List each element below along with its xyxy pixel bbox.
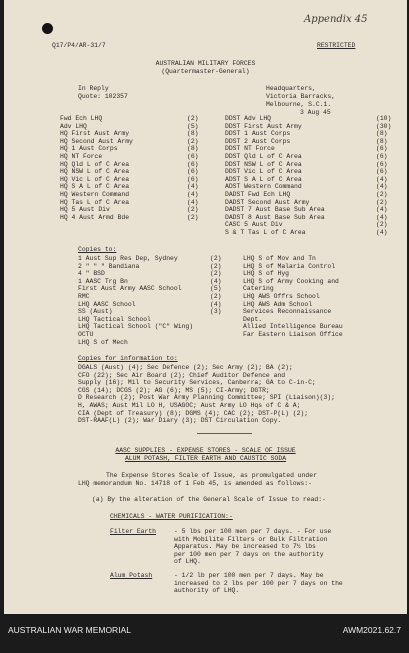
copies-info-line: H, AWAS; Aust Mil LO H, USAGOC; Aust Army LO Hqs of C & A; [78, 402, 301, 409]
distribution-addressee: S & T Tas L of C Area [225, 229, 306, 236]
copies-to-count: (3) [210, 308, 222, 316]
copies-to-recipient: LHQ S of Mech [78, 338, 128, 346]
copies-info-line: DST-RAAF(L) (2); War Diary (3); DST Circulation Copy. [78, 417, 282, 425]
document-page [4, 0, 407, 614]
distribution-copy-count: (2) [376, 198, 388, 206]
org-title: AUSTRALIAN MILITARY FORCES [155, 60, 256, 67]
distribution-addressee: Adv LHQ [60, 122, 87, 130]
copies-to-recipient: Far Eastern Liaison Office [243, 331, 343, 338]
distribution-copy-count: (4) [376, 175, 388, 183]
footer-institution: AUSTRALIAN WAR MEMORIAL [8, 625, 131, 635]
distribution-addressee: DDST 1 Aust Corps [225, 130, 291, 138]
address-line: Victoria Barracks, [266, 93, 336, 100]
distribution-addressee: HQ Second Aust Army [60, 137, 133, 145]
distribution-copy-count: (6) [187, 160, 199, 168]
distribution-addressee: DDST NSW L of C Area [225, 160, 302, 168]
chemicals-heading: CHEMICALS - WATER PURIFICATION:- [110, 513, 233, 520]
copies-to-count: (2) [210, 270, 222, 278]
distribution-copy-count: (4) [187, 191, 199, 198]
distribution-addressee: HQ 4 Aust Armd Bde [60, 213, 130, 221]
distribution-addressee: HQ S A L of C Area [60, 183, 130, 191]
copies-to-recipient: 1 Aust Sup Res Dep, Sydney [78, 255, 178, 262]
copies-to-recipient: Dept. [243, 315, 263, 323]
copies-to-recipient: LHQ S of Malaria Control [243, 262, 336, 270]
copies-to-count: (4) [210, 300, 222, 308]
copies-to-recipient: First Aust Army AASC School [78, 285, 182, 293]
copies-to-recipient: LHQ S of Mov and Tn [243, 255, 316, 262]
paragraph-a: (a) By the alteration of the General Scale of Issue to read:- [92, 496, 326, 503]
reply-label: In Reply [78, 85, 109, 92]
distribution-copy-count: (2) [187, 137, 199, 145]
distribution-copy-count: (8) [187, 130, 199, 138]
org-subtitle: (Quartermaster-General) [161, 68, 250, 75]
distribution-copy-count: (2) [376, 221, 388, 229]
distribution-copy-count: (4) [376, 229, 388, 236]
item-name: Filter Earth [110, 528, 157, 535]
distribution-addressee: DDST 2 Aust Corps [225, 137, 291, 145]
distribution-copy-count: (6) [376, 153, 388, 160]
copies-to-recipient: LHQ S of Hyg [243, 270, 290, 278]
copies-to-recipient: 4 " BSD [78, 270, 105, 278]
copies-info-line: Supply (16); Mil to Security Services, Canberra; GA to C-in-C; [78, 379, 316, 387]
file-reference: Q17/P4/AR-31/7 [52, 42, 106, 49]
distribution-addressee: DADST Fwd Ech LHQ [225, 191, 291, 198]
red-underline-mark [197, 433, 252, 434]
distribution-copy-count: (4) [187, 198, 199, 206]
copies-to-count: (2) [210, 293, 222, 300]
distribution-copy-count: (4) [187, 183, 199, 191]
distribution-addressee: DDST First Aust Army [225, 122, 302, 130]
subject-line-2: ALUM POTASH, FILTER EARTH AND CAUSTIC SODA [124, 455, 287, 462]
body-line: LHQ memorandum No. 14718 of 1 Feb 45, is amended as follows:- [78, 480, 312, 487]
item-description-line: - 1/2 lb per 100 men per 7 days. May be [174, 572, 324, 579]
distribution-addressee: DADST Second Aust Army [225, 198, 310, 206]
copies-to-recipient: 1 AASC Trg Bn [78, 277, 128, 285]
distribution-copy-count: (8) [376, 137, 388, 145]
distribution-addressee: Fwd Ech LHQ [60, 115, 103, 122]
distribution-copy-count: (2) [376, 191, 388, 198]
copies-to-count: (2) [210, 255, 222, 262]
copies-to-recipient: LHQ AWS Adm School [243, 300, 313, 308]
distribution-copy-count: (6) [376, 168, 388, 176]
classification-label: RESTRICTED [317, 42, 356, 49]
copies-info-line: CIA (Dept of Treasury) (8); DGMS (4); CAC (2); DST-P(L) (2); [78, 409, 309, 417]
distribution-copy-count: (8) [376, 130, 388, 138]
copies-to-recipient: Allied Intelligence Bureau [243, 323, 343, 331]
distribution-addressee: ADST Western Command [225, 183, 302, 191]
item-description-line: of LHQ. [174, 558, 201, 566]
copies-info-heading: Copies for information to: [78, 355, 178, 362]
copies-info-line: D Research (2); Post War Army Planning Committee; SPI (Liaison)(3); [78, 394, 335, 402]
distribution-addressee: DADST 8 Aust Base Sub Area [225, 213, 325, 221]
copies-to-recipient: SS (Aust) [78, 308, 113, 316]
copies-to-count: (2) [210, 262, 222, 270]
item-description-line: - 5 lbs per 100 men per 7 days. - For use [174, 528, 332, 535]
address-line: Headquarters, [266, 85, 316, 92]
item-description-line: with Mobilite Filters or Bulk Filtration [174, 535, 328, 543]
copies-to-recipient: RMC [78, 293, 90, 300]
punch-hole [42, 23, 53, 34]
distribution-addressee: HQ Qld L of C Area [60, 160, 130, 168]
copies-to-count: (5) [210, 285, 222, 293]
distribution-addressee: HQ Tas L of C Area [60, 198, 130, 206]
distribution-copy-count: (30) [376, 122, 392, 130]
distribution-addressee: HQ NT Force [60, 153, 103, 160]
distribution-copy-count: (8) [187, 145, 199, 153]
distribution-addressee: DDST NT Force [225, 145, 275, 153]
distribution-addressee: HQ Vic L of C Area [60, 175, 130, 183]
distribution-addressee: DDST Vic L of C Area [225, 168, 302, 176]
distribution-copy-count: (4) [376, 183, 388, 191]
body-line: The Expense Stores Scale of Issue, as promulgated under [106, 472, 317, 479]
distribution-copy-count: (2) [187, 213, 199, 221]
copies-to-recipient: LHQ Tactical School ("C" Wing) [78, 323, 194, 331]
address-line: Melbourne, S.C.1. [266, 101, 332, 108]
item-description-line: increased to 2 lbs per 100 per 7 days on the [174, 579, 343, 587]
item-description-line: authority of LHQ. [174, 587, 240, 595]
address-date: 3 Aug 45 [300, 109, 331, 116]
footer-accession-number: AWM2021.62.7 [342, 625, 401, 635]
quote-label: Quote: 102357 [78, 93, 128, 100]
distribution-addressee: DADST 7 Aust Base Sub Area [225, 206, 325, 214]
distribution-copy-count: (6) [376, 145, 388, 153]
distribution-copy-count: (5) [187, 122, 199, 130]
distribution-copy-count: (6) [187, 175, 199, 183]
copies-to-recipient: LHQ S of Army Cooking and [243, 277, 339, 285]
copies-to-recipient: OCTU [78, 331, 94, 338]
distribution-addressee: DDST Qld L of C Area [225, 153, 302, 160]
distribution-addressee: ADST S A L of C Area [225, 175, 302, 183]
distribution-copy-count: (6) [376, 160, 388, 168]
item-name: Alum Potash [110, 572, 153, 579]
subject-line-1: AASC SUPPLIES - EXPENSE STORES - SCALE OF ISSUE [115, 447, 296, 454]
distribution-addressee: CASC 5 Aust Div [225, 221, 283, 229]
copies-to-recipient: Catering [243, 285, 274, 293]
distribution-addressee: DDST Adv LHQ [225, 115, 272, 122]
distribution-addressee: HQ 5 Aust Div [60, 206, 110, 214]
copies-to-recipient: 2 " " " Bandiana [78, 262, 140, 270]
item-description-line: Apparatus. May be increased to 7½ lbs [174, 543, 316, 551]
distribution-addressee: HQ First Aust Army [60, 130, 130, 138]
distribution-addressee: HQ Western Command [60, 191, 130, 198]
copies-info-line: DGALS (Aust) (4); Sec Defence (2); Sec Army (2); BA (2); [78, 364, 293, 371]
copies-to-heading: Copies to: [78, 246, 117, 253]
distribution-addressee: HQ 1 Aust Corps [60, 145, 118, 153]
archive-footer [0, 614, 409, 653]
distribution-copy-count: (4) [376, 206, 388, 214]
distribution-addressee: HQ NSW L of C Area [60, 168, 130, 176]
distribution-copy-count: (4) [376, 213, 388, 221]
handwritten-appendix-note: Appendix 45 [304, 14, 368, 25]
distribution-copy-count: (6) [187, 153, 199, 160]
copies-to-recipient: Services Reconnaissance [243, 308, 332, 316]
distribution-copy-count: (10) [376, 115, 392, 122]
copies-info-line: CGS (14); DCGS (2); AG (6); MS (5); CI-Army; DGTR; [78, 386, 270, 394]
copies-to-recipient: LHQ Tactical School [78, 315, 151, 323]
distribution-copy-count: (2) [187, 115, 199, 122]
distribution-copy-count: (2) [187, 206, 199, 214]
item-description-line: per 100 men per 7 days on the authority [174, 550, 324, 558]
copies-info-line: CFO (22); Sec Air Board (2); Chief Auditor Defence and [78, 371, 286, 379]
copies-to-recipient: LHQ AASC School [78, 300, 136, 308]
distribution-copy-count: (6) [187, 168, 199, 176]
copies-to-recipient: LHQ AWS Offrs School [243, 293, 320, 300]
copies-to-count: (4) [210, 277, 222, 285]
